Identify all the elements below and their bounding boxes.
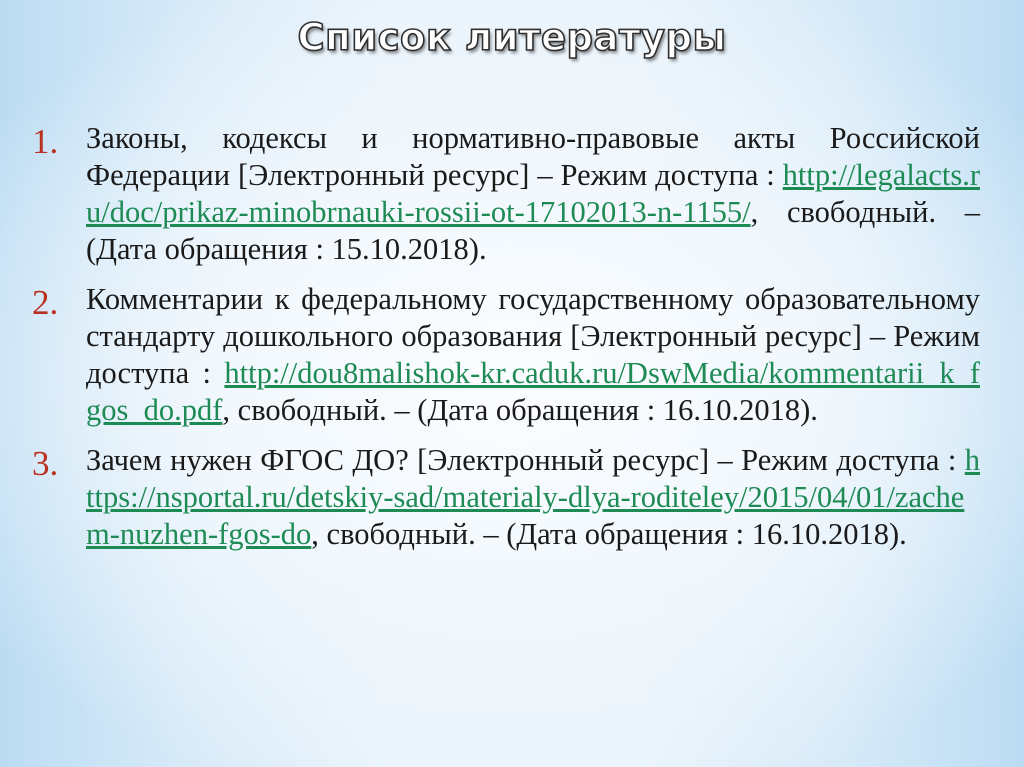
reference-number: 1.: [32, 122, 59, 161]
reference-number: 3.: [32, 444, 59, 483]
reference-text-after: , свободный. – (Дата обращения : 15.10.2018).: [86, 195, 980, 266]
reference-text-before: Законы, кодексы и нормативно-правовые акты Российской Федерации [Электронный ресурс] – Режим доступа :: [86, 121, 980, 192]
reference-text-after: , свободный. – (Дата обращения : 16.10.2018).: [311, 517, 907, 551]
reference-item: [32, 281, 980, 429]
reference-text-before: Зачем нужен ФГОС ДО? [Электронный ресурс] – Режим доступа :: [86, 443, 965, 477]
slide-title: Список литературы: [297, 16, 727, 59]
reference-list: [32, 120, 980, 566]
reference-text: [86, 281, 980, 429]
reference-item: [32, 120, 980, 268]
reference-link[interactable]: https://nsportal.ru/detskiy-sad/materialy-dlya-roditeley/2015/04/01/zachem-nuzhen-fgos-do: [86, 443, 980, 551]
reference-text: [86, 442, 980, 553]
reference-text-before: Комментарии к федеральному государственному образовательному стандарту дошкольного образования [Электронный ресурс] – Режим доступа :: [86, 282, 980, 390]
reference-text-after: , свободный. – (Дата обращения : 16.10.2018).: [222, 393, 818, 427]
reference-number: 2.: [32, 283, 59, 322]
reference-link[interactable]: http://legalacts.ru/doc/prikaz-minobrnauki-rossii-ot-17102013-n-1155/: [86, 158, 980, 229]
reference-item: [32, 442, 980, 553]
reference-text: [86, 120, 980, 268]
reference-link[interactable]: http://dou8malishok-kr.caduk.ru/DswMedia/kommentarii_k_fgos_do.pdf: [86, 356, 980, 427]
